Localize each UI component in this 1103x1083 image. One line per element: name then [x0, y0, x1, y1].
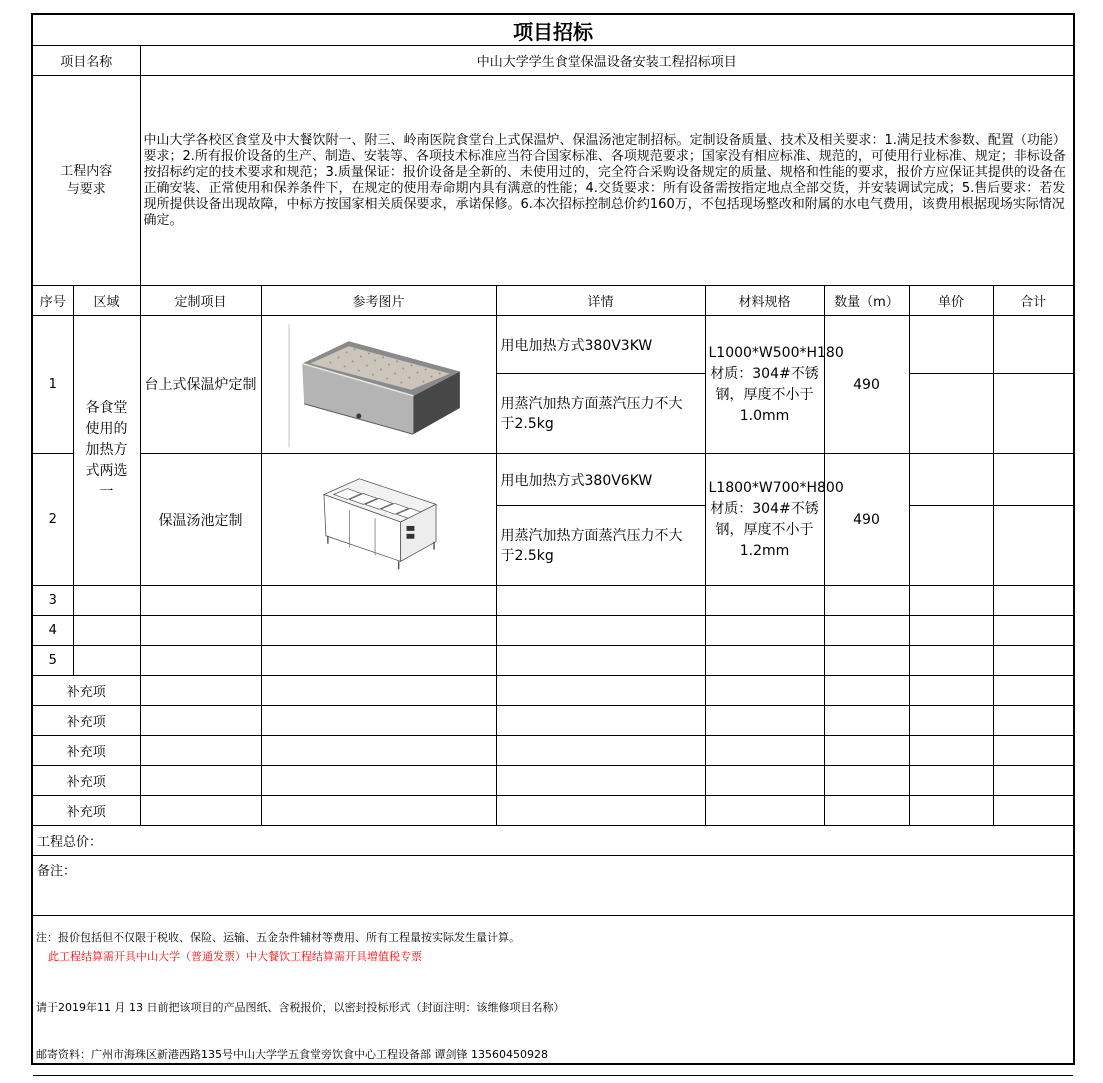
deadline-line: 请于2019年11 月 13 日前把该项目的产品图纸、含税报价，以密封投标形式（封面注明：该维修项目名称） [36, 1001, 565, 1014]
empty-cell [496, 766, 705, 796]
item-detail-text: 用蒸汽加热方面蒸汽压力不大于2.5kg [500, 527, 683, 564]
item-detail: 用电加热方式380V3KW [496, 316, 705, 374]
empty-cell [993, 646, 1073, 676]
col-header-region: 区域 [73, 286, 140, 316]
col-header-item: 定制项目 [140, 286, 261, 316]
empty-cell [705, 616, 824, 646]
empty-row-no: 3 [33, 586, 73, 616]
empty-cell [261, 706, 496, 736]
empty-cell [140, 736, 261, 766]
item-image-soup-counter [261, 454, 496, 586]
empty-cell [909, 706, 993, 736]
empty-cell [705, 706, 824, 736]
empty-cell [993, 796, 1073, 826]
item-spec [705, 454, 844, 586]
remark-label: 备注： [33, 856, 1073, 916]
project-name-value: 中山大学学生食堂保温设备安装工程招标项目 [140, 46, 1073, 76]
empty-cell [705, 586, 824, 616]
item-no: 1 [33, 316, 73, 454]
requirements-label-text: 工程内容与要求 [60, 163, 113, 197]
empty-cell [824, 646, 909, 676]
note-red-line: 此工程结算需开具中山大学（普通发票）中大餐饮工程结算需开具增值税专票 [48, 950, 422, 963]
empty-cell [261, 736, 496, 766]
empty-cell [705, 736, 824, 766]
supplement-label: 补充项 [33, 676, 140, 706]
note-line: 注：报价包括但不仅限于税收、保险、运输、五金杂件辅材等费用、所有工程量按实际发生量计算。 [36, 931, 520, 944]
empty-cell [261, 676, 496, 706]
item-unit-price [909, 374, 993, 454]
supplement-label: 补充项 [33, 766, 140, 796]
empty-cell [824, 796, 909, 826]
item-spec-text: L1800*W700*H800 材质：304#不锈钢，厚度不小于1.2mm [708, 479, 844, 559]
requirements-text: 中山大学各校区食堂及中大餐饮附一、附三、岭南医院食堂台上式保温炉、保温汤池定制招标。定制设备质量、技术及相关要求：1.满足技术参数、配置（功能）要求；2.所有报价设备的生产、制造、安装等、各项技术标准应当符合国家标准、各项规范要求；国家没有相应标准、规范的，可使用行业标准、规定；非标设备按招标约定的技术要求和规范；3.质量保证：报价设备是全新的、未使用过的，完全符合采购设备规定的质量、规格和性能的要求，报价方应保证其提供的设备在正确安装、正常使用和保养条件下，在规定的使用寿命期内具有满意的性能；4.交货要求：所有设备需按指定地点全部交货，并安装调试完成；5.售后要求：若发现所提供设备出现故障，中标方按国家相关质保要求，承诺保修。6.本次招标控制总价约160万，不包括现场整改和附属的水电气费用，该费用根据现场实际情况确定。 [140, 76, 1073, 286]
item-unit-price [909, 316, 993, 374]
empty-cell [824, 586, 909, 616]
item-name [140, 316, 261, 454]
supplement-label: 补充项 [33, 736, 140, 766]
empty-cell [496, 586, 705, 616]
empty-cell [261, 646, 496, 676]
item-name-text: 台上式保温炉定制 [144, 376, 257, 393]
empty-cell [140, 616, 261, 646]
empty-cell [909, 586, 993, 616]
item-total [993, 454, 1073, 506]
empty-row-no: 5 [33, 646, 73, 676]
item-detail [496, 506, 705, 586]
empty-cell [824, 766, 909, 796]
item-qty: 490 [824, 316, 909, 454]
empty-cell [909, 646, 993, 676]
countertop-warmer-image [288, 321, 470, 447]
empty-cell [496, 796, 705, 826]
empty-cell [993, 586, 1073, 616]
project-name-label: 项目名称 [33, 46, 140, 76]
empty-cell [261, 616, 496, 646]
item-total [993, 374, 1073, 454]
empty-cell [705, 766, 824, 796]
empty-cell [824, 736, 909, 766]
col-header-no: 序号 [33, 286, 73, 316]
empty-cell [993, 616, 1073, 646]
mailing-line: 邮寄资料：广州市海珠区新港西路135号中山大学学五食堂旁饮食中心工程设备部 谭剑锋 13560450928 [36, 1048, 548, 1061]
empty-cell [73, 646, 140, 676]
empty-cell [261, 796, 496, 826]
item-qty: 490 [824, 454, 909, 586]
empty-cell [909, 766, 993, 796]
item-name: 保温汤池定制 [140, 454, 261, 586]
requirements-label [33, 76, 140, 286]
item-spec-text: L1000*W500*H180 材质：304#不锈钢，厚度不小于1.0mm [708, 344, 844, 424]
empty-cell [824, 676, 909, 706]
supplement-label: 补充项 [33, 706, 140, 736]
item-unit-price [909, 454, 993, 506]
item-unit-price [909, 506, 993, 586]
empty-cell [909, 616, 993, 646]
empty-cell [496, 646, 705, 676]
empty-cell [140, 796, 261, 826]
empty-cell [496, 676, 705, 706]
bain-marie-image [320, 465, 438, 573]
empty-cell [993, 706, 1073, 736]
col-header-spec: 材料规格 [705, 286, 824, 316]
empty-cell [140, 646, 261, 676]
col-header-total: 合计 [993, 286, 1073, 316]
empty-cell [140, 766, 261, 796]
page-title: 项目招标 [33, 15, 1073, 46]
item-detail [496, 374, 705, 454]
empty-cell [993, 736, 1073, 766]
col-header-image: 参考图片 [261, 286, 496, 316]
tender-sheet [31, 13, 1075, 1065]
item-total [993, 316, 1073, 374]
empty-cell [824, 616, 909, 646]
col-header-unit-price: 单价 [909, 286, 993, 316]
tender-table [33, 15, 1073, 1076]
empty-cell [993, 766, 1073, 796]
item-no: 2 [33, 454, 73, 586]
empty-cell [705, 796, 824, 826]
empty-cell [496, 706, 705, 736]
empty-cell [496, 616, 705, 646]
empty-cell [73, 616, 140, 646]
item-detail: 用电加热方式380V6KW [496, 454, 705, 506]
total-price-label: 工程总价： [33, 826, 1073, 856]
empty-cell [496, 736, 705, 766]
empty-cell [140, 586, 261, 616]
region-text: 各食堂使用的加热方式两选一 [85, 400, 128, 500]
empty-cell [140, 706, 261, 736]
item-detail-text: 用蒸汽加热方面蒸汽压力不大于2.5kg [500, 395, 683, 432]
empty-cell [909, 736, 993, 766]
item-total [993, 506, 1073, 586]
supplement-label: 补充项 [33, 796, 140, 826]
empty-cell [73, 586, 140, 616]
col-header-details: 详情 [496, 286, 705, 316]
empty-row-no: 4 [33, 616, 73, 646]
empty-cell [993, 676, 1073, 706]
empty-cell [261, 586, 496, 616]
notes-block [33, 916, 1073, 1076]
empty-cell [705, 676, 824, 706]
region-cell [73, 316, 140, 586]
empty-cell [909, 676, 993, 706]
empty-cell [705, 646, 824, 676]
empty-cell [140, 676, 261, 706]
item-image-warmer [261, 316, 496, 454]
empty-cell [261, 766, 496, 796]
empty-cell [824, 706, 909, 736]
empty-cell [909, 796, 993, 826]
col-header-qty: 数量（m） [824, 286, 909, 316]
item-spec [705, 316, 844, 454]
